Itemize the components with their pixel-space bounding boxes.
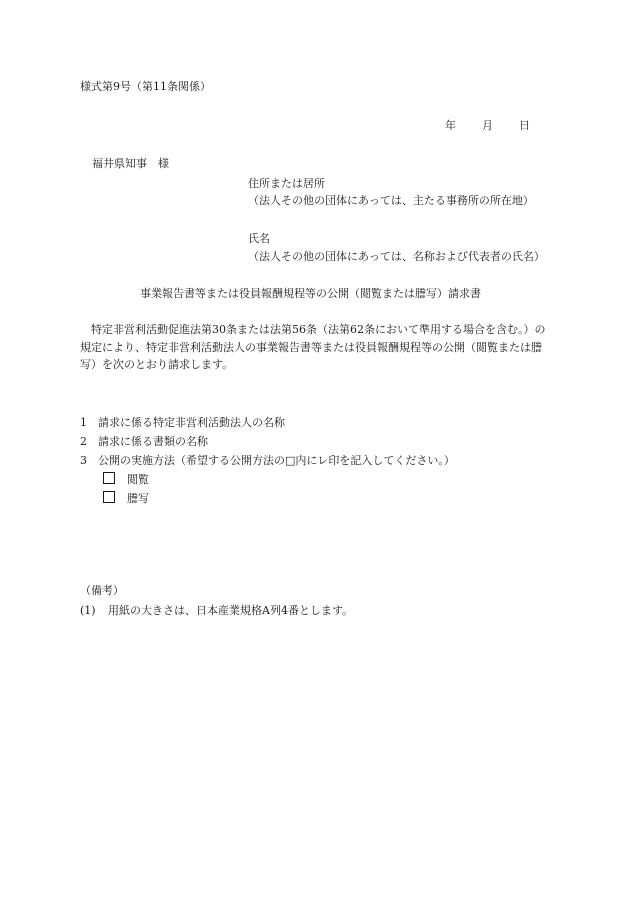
form-number: 様式第9号（第11条関係）	[80, 80, 211, 93]
remarks-heading: （備考）	[80, 584, 124, 597]
remarks-number: (1)	[80, 604, 96, 617]
addressee: 福井県知事 様	[92, 157, 169, 170]
item-number: 2	[80, 435, 87, 448]
document-title: 事業報告書等または役員報酬規程等の公開（閲覧または謄写）請求書	[140, 287, 481, 300]
date-line	[445, 119, 530, 133]
remarks-text: 用紙の大きさは、日本産業規格A列4番とします。	[108, 604, 354, 617]
checkbox-icon[interactable]	[103, 472, 115, 484]
option-label: 謄写	[127, 492, 149, 505]
date-day: 日	[519, 119, 530, 132]
address-label: 住所または居所	[248, 177, 325, 190]
list-item	[80, 435, 208, 449]
item-text: 請求に係る特定非営利活動法人の名称	[98, 416, 285, 429]
option-view	[103, 472, 149, 487]
date-year: 年	[445, 119, 456, 132]
option-copy	[103, 491, 149, 506]
option-label: 閲覧	[127, 473, 149, 486]
name-note: （法人その他の団体にあっては、名称および代表者の氏名）	[248, 250, 545, 263]
checkbox-icon[interactable]	[103, 491, 115, 503]
date-month: 月	[482, 119, 493, 132]
body-paragraph: 特定非営利活動促進法第30条または法第56条（法第62条において準用する場合を含む。）の規定により、特定非営利活動法人の事業報告書等または役員報酬規程等の公開（閲覧または謄写）を次のとおり請求します。	[80, 323, 546, 371]
address-note: （法人その他の団体にあっては、主たる事務所の所在地）	[248, 194, 534, 207]
remarks-item	[80, 604, 353, 618]
list-item	[80, 454, 455, 468]
item-number: 3	[80, 454, 87, 467]
item-number: 1	[80, 416, 87, 429]
name-label: 氏名	[248, 232, 270, 245]
item-text: 公開の実施方法（希望する公開方法の□内にレ印を記入してください。）	[98, 454, 455, 467]
item-text: 請求に係る書類の名称	[98, 435, 208, 448]
list-item	[80, 416, 285, 430]
